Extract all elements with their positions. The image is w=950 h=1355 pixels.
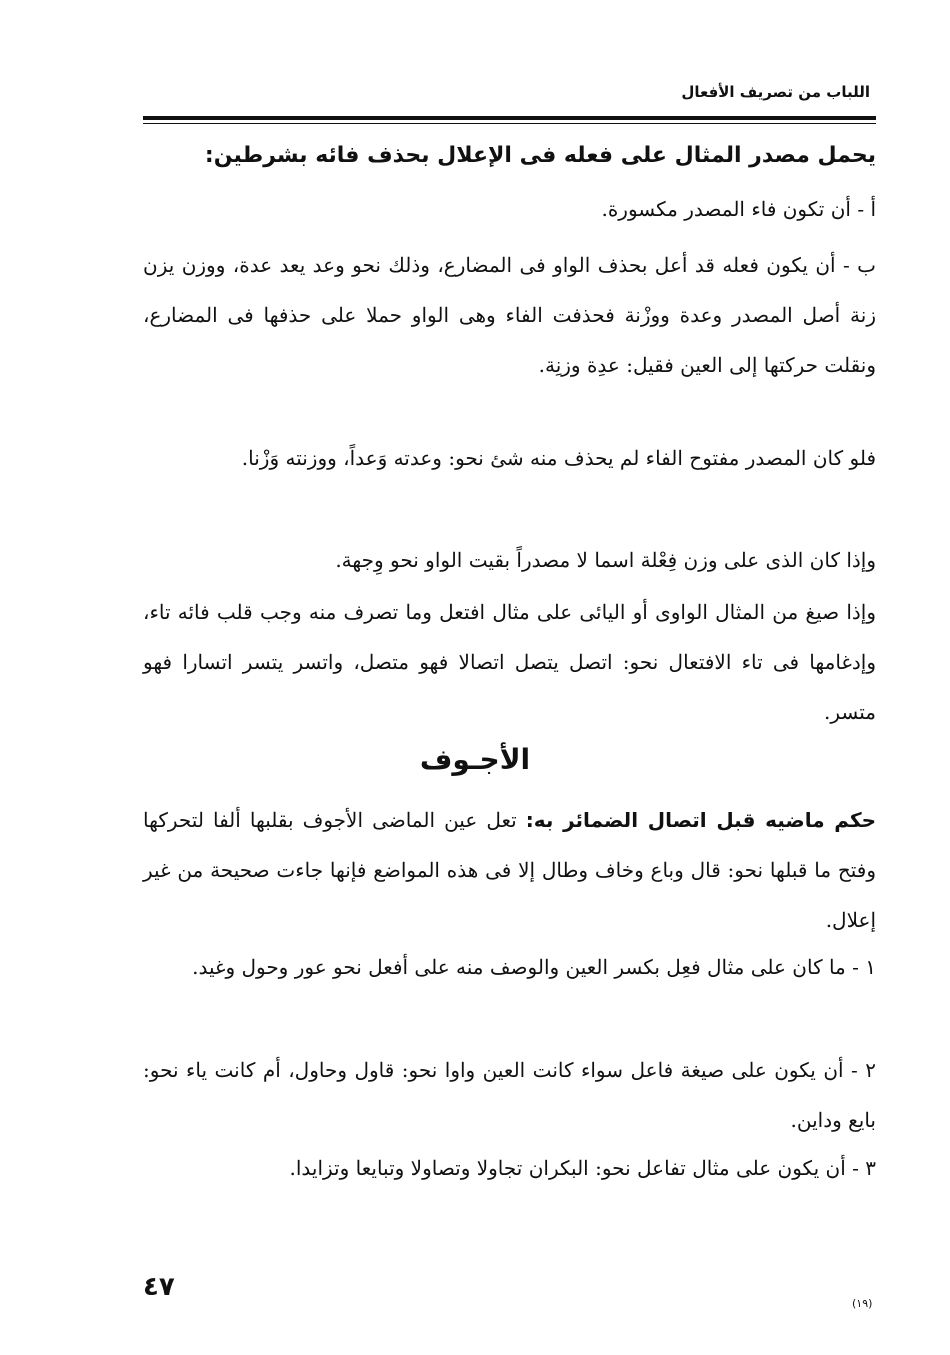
list-item-1: ١ - ما كان على مثال فعِل بكسر العين والوصف منه على أفعل نحو عور وحول وغيد. xyxy=(192,955,876,979)
paragraph-d: وإذا كان الذى على وزن فِعْلة اسما لا مصدراً بقيت الواو نحو وِجهة. xyxy=(335,548,876,572)
section-title: الأجـوف xyxy=(419,743,531,776)
sheet-mark: (١٩) xyxy=(852,1297,873,1310)
section-heading: يحمل مصدر المثال على فعله فى الإعلال بحذف فائه بشرطين: xyxy=(204,143,876,168)
intro-text: تعل عين الماضى الأجوف بقلبها ألفا لتحركها وفتح ما قبلها نحو: قال وباع وخاف وطال إلا فى هذه المواضع فإنها جاءت صحيحة من غير إعلال. xyxy=(143,808,876,932)
paragraph-b: ب - أن يكون فعله قد أعل بحذف الواو فى المضارع، وذلك نحو وعد يعد عدة، ووزن يزن زنة أصل المصدر وعدة ووزْنة فحذفت الفاء وهى الواو حملا على حذفها فى المضارع، ونقلت حركتها إلى العين فقيل: عدِة وزنِة. xyxy=(143,253,876,377)
paragraph-intro xyxy=(143,795,876,945)
paragraph-a: أ - أن تكون فاء المصدر مكسورة. xyxy=(601,197,876,221)
running-header: اللباب من تصريف الأفعال xyxy=(681,83,870,101)
header-rule-thin xyxy=(143,123,876,124)
list-item-3: ٣ - أن يكون على مثال تفاعل نحو: البكران تجاولا وتصاولا وتبايعا وتزايدا. xyxy=(289,1156,876,1180)
paragraph-e: وإذا صيغ من المثال الواوى أو اليائى على مثال افتعل وما تصرف منه وجب قلب فائه تاء، وإدغامها فى تاء الافتعال نحو: اتصل يتصل اتصالا فهو متصل، واتسر يتسر اتسارا فهو متسر. xyxy=(143,600,876,724)
header-rule xyxy=(143,116,876,120)
intro-lead: حكم ماضيه قبل اتصال الضمائر به: xyxy=(525,808,877,832)
list-item-2: ٢ - أن يكون على صيغة فاعل سواء كانت العين واوا نحو: قاول وحاول، أم كانت ياء نحو: بايع وداين. xyxy=(143,1058,877,1132)
paragraph-c: فلو كان المصدر مفتوح الفاء لم يحذف منه شئ نحو: وعدته وَعداً، ووزنته وَزْنا. xyxy=(241,446,876,470)
page-number: ٤٧ xyxy=(143,1272,175,1302)
